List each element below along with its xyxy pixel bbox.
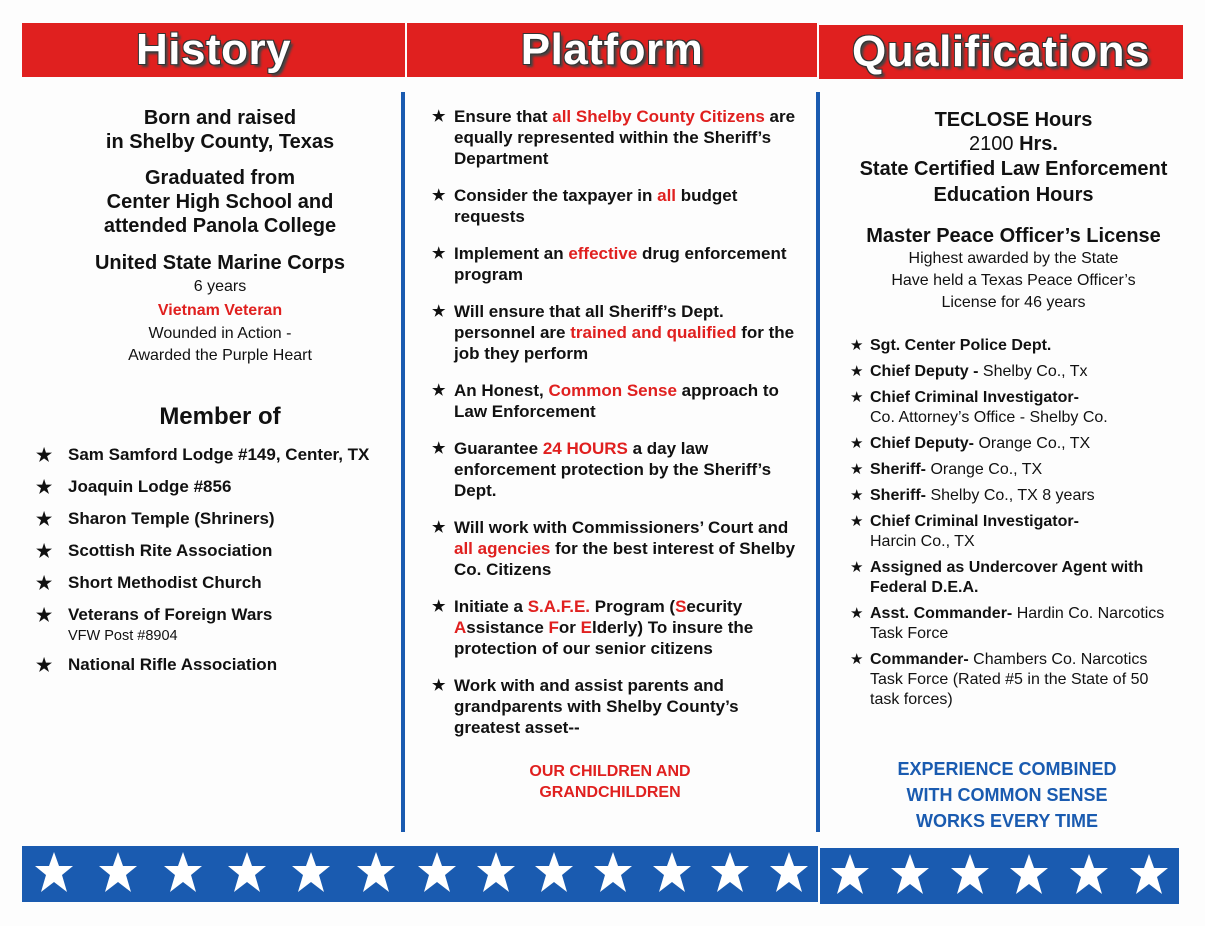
qualifications-header [819,25,1183,79]
star-banner-middle [408,846,818,902]
qualification-role: Sgt. Center Police Dept. [870,337,1052,354]
member-text [68,541,272,562]
qualification-list [850,336,1170,716]
qualification-role: Sheriff- [870,487,926,504]
member-item [36,573,406,594]
member-text [68,655,277,676]
license-line-3: License for 46 years [941,294,1086,311]
highlight-text: S.A.F.E. [527,597,591,616]
text-segment: Program ( [590,597,676,616]
text-segment: a day law enforcement protection by the Sheriff’s Dept. [454,439,772,500]
member-name: National Rifle Association [68,655,278,674]
star-icon [890,853,930,900]
qualification-detail: Orange Co., TX [926,461,1043,478]
qualification-item [850,558,1170,598]
star-bullet-icon: ★ [36,573,53,593]
divider-right [816,92,820,832]
qualification-detail: Co. Attorney’s Office - Shelby Co. [870,409,1108,426]
platform-closing [410,761,810,803]
platform-text [454,301,802,364]
history-header [22,23,405,77]
text-segment: Consider the taxpayer in [454,186,658,205]
member-name: Joaquin Lodge #856 [68,477,232,496]
qualification-item [850,362,1170,382]
star-bullet-icon: ★ [432,108,446,125]
qualification-detail: Chambers Co. Narcotics Task Force (Rated #5 in the State of 50 task forces) [870,651,1149,708]
platform-item [432,675,802,738]
member-text [68,445,369,466]
qualification-text [870,650,1170,710]
qualification-role: Assigned as Undercover Agent with Federal D.E.A. [870,559,1144,596]
star-icon [1069,853,1109,900]
platform-text [454,380,802,422]
star-icon [476,851,516,898]
text-segment: An Honest, [454,381,549,400]
platform-item [432,243,802,285]
slogan-line-2: WITH COMMON SENSE [906,785,1108,805]
star-bullet-icon: ★ [432,519,446,536]
star-bullet-icon: ★ [850,461,864,478]
hours-unit: Hrs. [1019,133,1058,155]
star-icon [34,851,74,898]
qualification-item [850,336,1170,356]
member-item [36,655,406,676]
star-bullet-icon: ★ [850,487,864,504]
star-bullet-icon: ★ [850,389,864,406]
star-icon [769,851,809,898]
star-icon [593,851,633,898]
slogan-line-3: WORKS EVERY TIME [915,811,1099,831]
grad-line-2: Center High School and [106,191,334,213]
platform-item [432,517,802,580]
star-bullet-icon: ★ [432,382,446,399]
qualification-item [850,512,1170,552]
text-segment: drug enforcement program [454,244,787,284]
star-bullet-icon: ★ [850,513,864,530]
text-segment: ecurity [686,597,743,616]
member-text [68,509,275,530]
text-segment: Implement an [454,244,569,263]
platform-item [432,301,802,364]
license-line-1: Highest awarded by the State [908,250,1119,267]
qualification-detail: Shelby Co., Tx [978,363,1088,380]
platform-header [407,23,817,77]
text-segment: are equally represented within the Sheriff’s Department [454,107,796,168]
star-icon [534,851,574,898]
member-name: Short Methodist Church [68,573,262,592]
highlight-text: F [548,618,559,637]
star-bullet-icon: ★ [36,445,53,465]
star-bullet-icon: ★ [850,605,864,622]
star-icon [1009,853,1049,900]
star-bullet-icon: ★ [432,440,446,457]
wounded-line-2: Awarded the Purple Heart [128,347,312,364]
star-bullet-icon: ★ [850,435,864,452]
star-icon [356,851,396,898]
star-icon [950,853,990,900]
member-item [36,509,406,530]
text-segment: ssistance [466,618,549,637]
star-bullet-icon: ★ [850,559,864,576]
member-item [36,605,406,644]
star-bullet-icon: ★ [36,605,53,625]
member-name: Scottish Rite Association [68,541,273,560]
qualification-detail: Harcin Co., TX [870,533,975,550]
qualification-role: Chief Deputy- [870,435,974,452]
text-segment: for the best interest of Shelby Co. Citizens [454,539,796,579]
highlight-text: S [675,597,687,616]
star-icon [98,851,138,898]
platform-item [432,185,802,227]
qualification-text [870,460,1042,480]
highlight-text: all [657,186,677,205]
qualification-role: Sheriff- [870,461,926,478]
star-banner-right [820,848,1179,904]
text-segment: budget requests [454,186,738,226]
wounded-line-1: Wounded in Action - [148,325,292,342]
star-bullet-icon: ★ [850,337,864,354]
qualification-item [850,388,1170,428]
star-bullet-icon: ★ [850,651,864,668]
qualification-text [870,388,1108,428]
member-item [36,477,406,498]
star-bullet-icon: ★ [432,598,446,615]
text-segment: Ensure that [454,107,553,126]
qualifications-top [826,108,1201,314]
member-name: Veterans of Foreign Wars [68,605,273,624]
qualification-role: Commander- [870,651,969,668]
text-segment: Will work with Commissioners’ Court and [454,518,789,537]
qualification-item [850,486,1170,506]
platform-list [432,106,802,754]
closing-line-2: GRANDCHILDREN [539,784,681,801]
star-bullet-icon: ★ [850,363,864,380]
qualification-text [870,604,1170,644]
star-bullet-icon: ★ [36,655,53,675]
star-bullet-icon: ★ [36,477,53,497]
born-line-1: Born and raised [143,107,297,129]
license-title: Master Peace Officer’s License [866,225,1161,247]
member-title: Member of [159,403,281,430]
history-column [30,106,410,431]
star-bullet-icon: ★ [36,509,53,529]
license-line-2: Have held a Texas Peace Officer’s [891,272,1136,289]
marines-line: United State Marine Corps [94,252,346,274]
member-subtext: VFW Post #8904 [68,628,178,644]
qualifications-title: Qualifications [852,27,1150,76]
qualification-detail: Hardin Co. Narcotics Task Force [870,605,1165,642]
highlight-text: all agencies [454,539,551,558]
text-segment: Work with and assist parents and grandparents with Shelby County’s greatest asset-- [454,676,739,737]
qualification-role: Asst. Commander- [870,605,1013,622]
history-title: History [135,25,292,74]
text-segment: approach to Law Enforcement [454,381,779,421]
star-icon [227,851,267,898]
grad-line-1: Graduated from [144,167,296,189]
qualification-text [870,336,1051,356]
qualification-role: Chief Deputy - [870,363,979,380]
platform-title: Platform [520,25,704,74]
star-icon [291,851,331,898]
star-icon [652,851,692,898]
platform-text [454,596,802,659]
hours-line [826,132,1201,156]
highlight-text: all Shelby County Citizens [552,107,765,126]
grad-line-3: attended Panola College [103,215,337,237]
platform-item [432,596,802,659]
closing-line-1: OUR CHILDREN AND [529,763,691,780]
qualification-text [870,362,1088,382]
platform-item [432,438,802,501]
member-list [36,445,406,687]
member-text [68,605,272,644]
qualification-role: Chief Criminal Investigator- [870,513,1079,530]
teclose-line: TECLOSE Hours [934,109,1093,131]
platform-item [432,380,802,422]
qualification-detail: Orange Co., TX [974,435,1091,452]
qualification-item [850,650,1170,710]
platform-item [432,106,802,169]
star-icon [417,851,457,898]
star-bullet-icon: ★ [36,541,53,561]
member-item [36,445,406,466]
text-segment: lderly) To insure the protection of our senior citizens [454,618,754,658]
star-bullet-icon: ★ [432,187,446,204]
slogan-line-1: EXPERIENCE COMBINED [897,759,1117,779]
platform-text [454,438,802,501]
born-line-2: in Shelby County, Texas [105,131,335,153]
qualification-item [850,434,1170,454]
highlight-text: A [454,618,467,637]
qualification-text [870,512,1079,552]
text-segment: for the job they perform [454,323,795,363]
star-bullet-icon: ★ [432,245,446,262]
qualification-text [870,486,1095,506]
member-name: Sharon Temple (Shriners) [68,509,275,528]
highlight-text: effective [568,244,638,263]
star-bullet-icon: ★ [432,677,446,694]
star-banner-left [22,846,408,902]
member-item [36,541,406,562]
highlight-text: 24 HOURS [542,439,628,458]
text-segment: or [558,618,581,637]
member-text [68,477,231,498]
qualification-item [850,460,1170,480]
highlight-text: E [580,618,592,637]
text-segment: Initiate a [454,597,528,616]
qualification-text [870,434,1090,454]
star-icon [1129,853,1169,900]
platform-text [454,185,802,227]
years-line: 6 years [193,278,247,295]
qualification-role: Chief Criminal Investigator- [870,389,1079,406]
qualification-detail: Shelby Co., TX 8 years [926,487,1095,504]
certified-line-1: State Certified Law Enforcement [859,158,1168,180]
vietnam-line: Vietnam Veteran [157,302,283,319]
platform-text [454,243,802,285]
qualification-item [850,604,1170,644]
member-text [68,573,262,594]
highlight-text: Common Sense [548,381,677,400]
highlight-text: trained and qualified [570,323,737,342]
certified-line-2: Education Hours [933,184,1094,206]
star-bullet-icon: ★ [432,303,446,320]
platform-text [454,517,802,580]
qualification-text [870,558,1170,598]
text-segment: Will ensure that all Sheriff’s Dept. personnel are [454,302,724,342]
star-icon [830,853,870,900]
text-segment: Guarantee [454,439,543,458]
star-icon [163,851,203,898]
platform-text [454,675,802,738]
hours-number: 2100 [969,133,1014,155]
member-name: Sam Samford Lodge #149, Center, TX [68,445,370,464]
slogan [822,756,1192,834]
platform-text [454,106,802,169]
star-icon [710,851,750,898]
